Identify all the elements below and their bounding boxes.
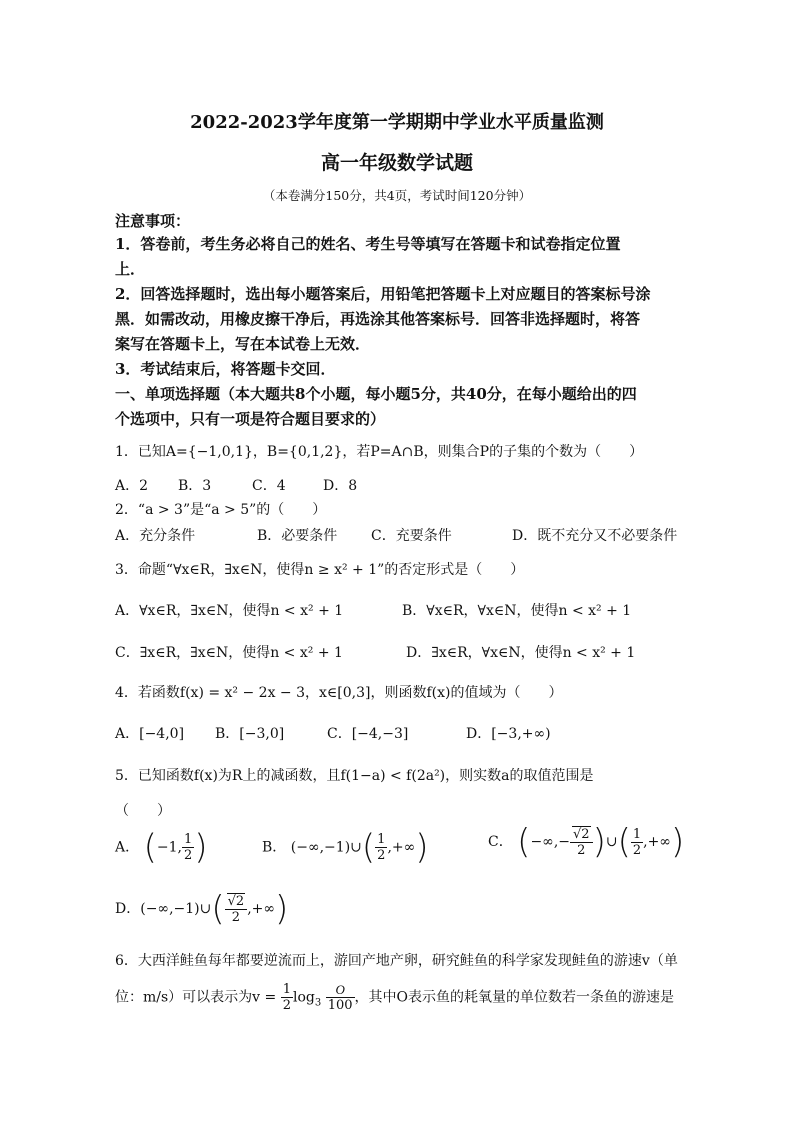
question-3: 3．命题“∀x∈R，∃x∈N，使得n ≥ x² + 1”的否定形式是（ ）	[115, 562, 525, 578]
notice-item2-line3: 案写在答题卡上，写在本试卷上无效．	[115, 335, 371, 353]
question-5: 5．已知函数f(x)为R上的减函数，且f(1−a) < f(2a²)，则实数a的取值范围是	[115, 768, 594, 784]
q2-option-b: B．必要条件	[257, 528, 338, 544]
q3-option-d: D．∃x∈R，∀x∈N，使得n < x² + 1	[406, 645, 636, 661]
q2-option-d: D．既不充分又不必要条件	[512, 528, 678, 544]
q4-option-c: C．[−4,−3]	[327, 726, 409, 742]
question-2: 2．“a > 3”是“a > 5”的（ ）	[115, 502, 327, 518]
q3-option-c: C．∃x∈R，∃x∈N，使得n < x² + 1	[115, 645, 343, 661]
notice-item1-line1: 1．答卷前，考生务必将自己的姓名、考生号等填写在答题卡和试卷指定位置	[115, 235, 621, 253]
notice-item2-line1: 2．回答选择题时，选出每小题答案后，用铅笔把答题卡上对应题目的答案标号涂	[115, 285, 651, 303]
notice-item3: 3．考试结束后，将答题卡交回．	[115, 360, 336, 378]
q4-option-a: A．[−4,0]	[115, 726, 185, 742]
question-4: 4．若函数f(x) = x² − 2x − 3，x∈[0,3]，则函数f(x)的值域为（ ）	[115, 685, 563, 701]
question-6-line2: 位：m/s）可以表示为v = $\frac{1}{2}$ $\log_3$ $\frac{O}{100}$ ，其中O表示鱼的耗氧量的单位数若一条鱼的游速是	[115, 982, 675, 1013]
q5-option-b: B． (−∞,−1)∪( $\frac{1}{2}$ ,+∞)	[262, 827, 429, 868]
q2-option-c: C．充要条件	[371, 528, 452, 544]
q2-option-a: A．充分条件	[115, 528, 196, 544]
section1-line2: 个选项中，只有一项是符合题目要求的）	[115, 410, 386, 428]
q4-option-b: B．[−3,0]	[215, 726, 285, 742]
q4-option-d: D．[−3,+∞)	[466, 726, 551, 742]
notice-heading: 注意事项：	[115, 212, 191, 230]
q1-option-b: B．3	[178, 478, 212, 494]
q1-option-d: D．8	[323, 478, 358, 494]
question-5-paren: （ ）	[115, 803, 171, 819]
question-1: 1．已知A={−1,0,1}，B={0,1,2}，若P=A∩B，则集合P的子集的个数为（ ）	[115, 444, 644, 460]
q5-option-a: A． (−1, $\frac{1}{2}$ )	[115, 827, 208, 868]
question-6-line1: 6．大西洋鲑鱼每年都要逆流而上，游回产地产卵，研究鲑鱼的科学家发现鲑鱼的游速v（单	[115, 953, 678, 969]
q3-option-b: B．∀x∈R，∀x∈N，使得n < x² + 1	[402, 603, 632, 619]
section1-line1: 一、单项选择题（本大题共8个小题，每小题5分，共40分，在每小题给出的四	[115, 385, 637, 403]
q1-option-a: A．2	[115, 478, 149, 494]
notice-item1-line2: 上．	[115, 260, 146, 278]
q3-option-a: A．∀x∈R，∃x∈N，使得n < x² + 1	[115, 603, 344, 619]
exam-title: 2022-2023学年度第一学期期中学业水平质量监测	[190, 112, 604, 133]
exam-note: （本卷满分150分，共4页，考试时间120分钟）	[262, 188, 532, 203]
exam-subtitle: 高一年级数学试题	[320, 152, 473, 174]
q5-option-c: C． (−∞,− $\frac{√2}{2}$ )∪( $\frac{1}{2}$ ,+∞)	[488, 822, 685, 862]
q5-option-d: D．(−∞,−1)∪( $\frac{√2}{2}$ ,+∞)	[115, 889, 289, 929]
notice-item2-line2: 黑．如需改动，用橡皮擦干净后，再选涂其他答案标号．回答非选择题时，将答	[115, 310, 641, 328]
q1-option-c: C．4	[252, 478, 286, 494]
